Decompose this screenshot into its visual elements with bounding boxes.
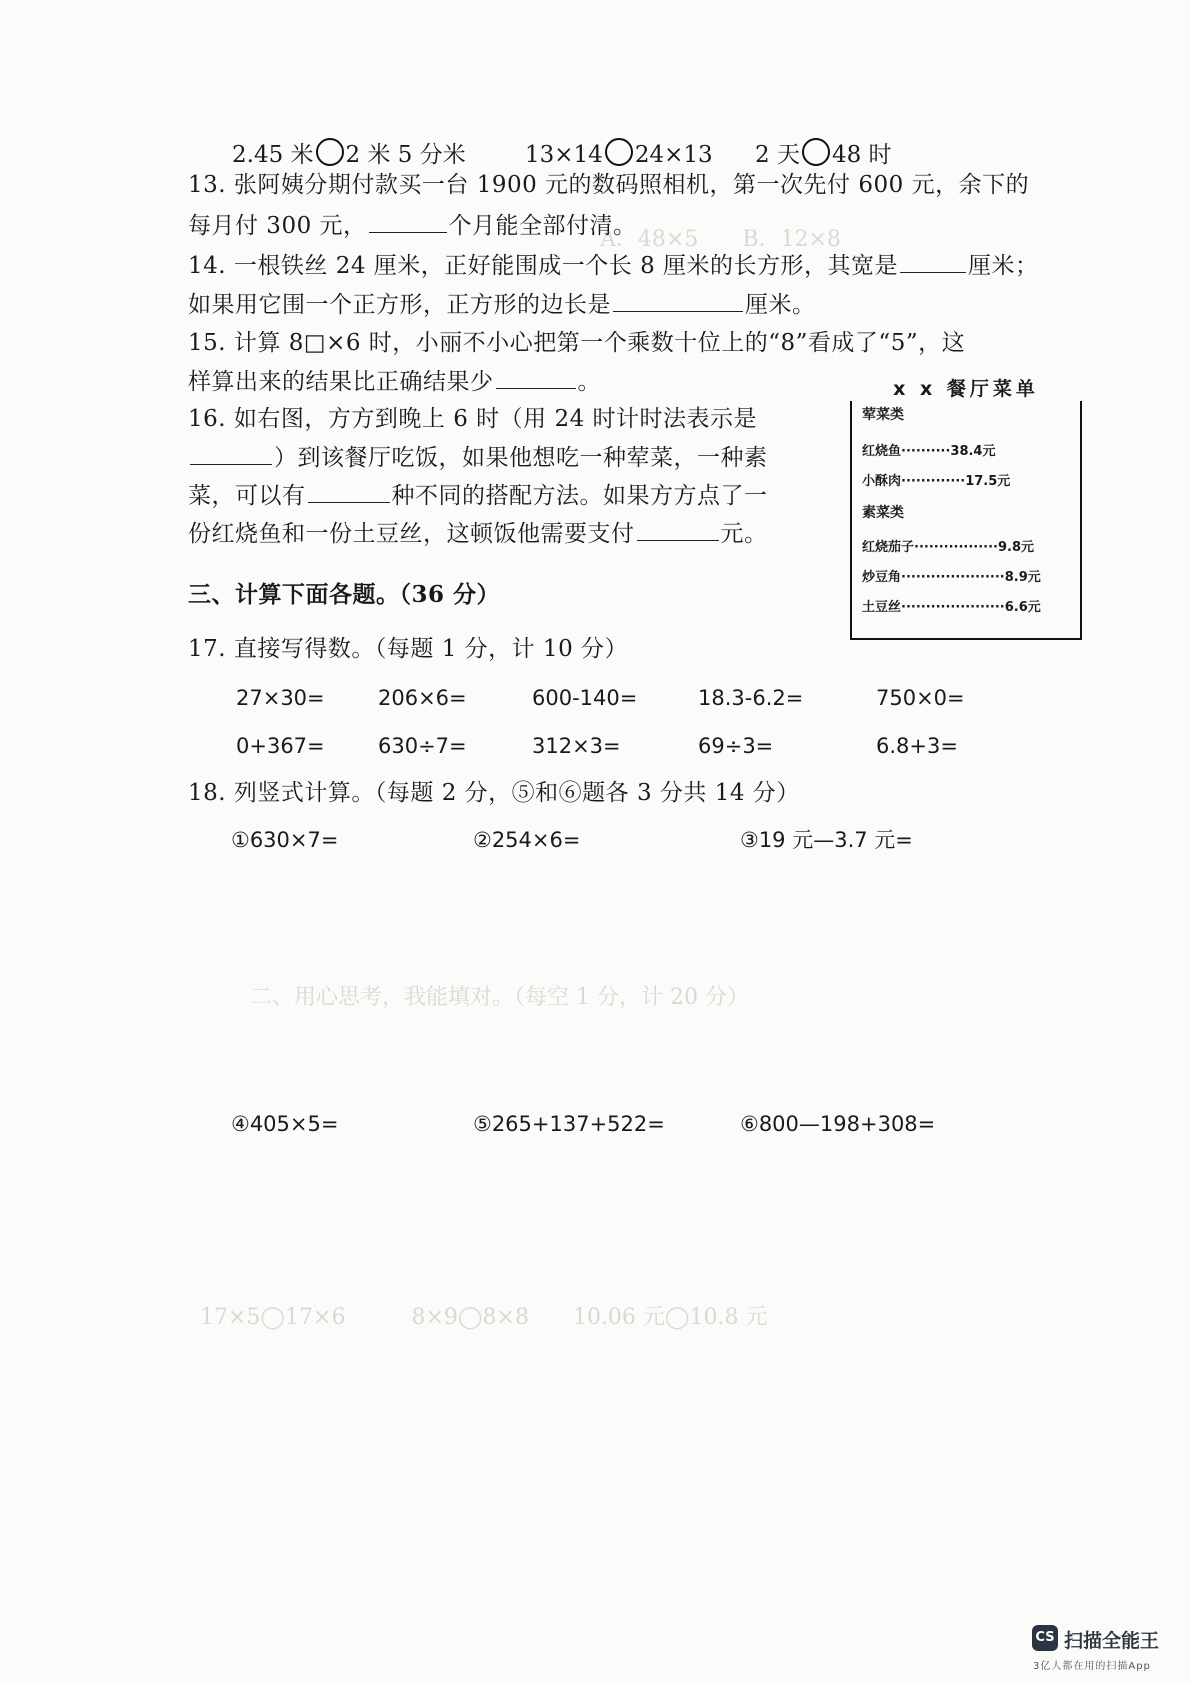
menu-item: 红烧茄子·················9.8元 <box>862 540 1035 555</box>
comparison-3 <box>755 138 892 170</box>
comparison-right: 24×13 <box>634 142 713 168</box>
menu-category-veg: 素菜类 <box>862 505 904 521</box>
menu-category-meat: 荤菜类 <box>862 407 904 423</box>
calc-item: 18.3-6.2= <box>698 686 804 710</box>
watermark-name: 扫描全能王 <box>1064 1630 1160 1652</box>
answer-blank[interactable] <box>637 518 719 541</box>
menu-title: x x 餐厅菜单 <box>850 374 1082 401</box>
answer-blank[interactable] <box>308 480 390 503</box>
q16-line-1: 16. 如右图，方方到晚上 6 时（用 24 时计时法表示是 <box>188 406 758 432</box>
comparison-circle[interactable] <box>802 138 830 166</box>
show-through-text: A．48×5 B．12×8 <box>600 227 841 252</box>
calc-item: 312×3= <box>532 734 621 758</box>
vertical-calc-item: ④405×5= <box>231 1112 339 1136</box>
calc-item: 6.8+3= <box>876 734 958 758</box>
comparison-circle[interactable] <box>316 138 344 166</box>
q13-line-2: 每月付 300 元， 个月能全部付清。 <box>188 210 637 241</box>
answer-blank[interactable] <box>900 250 966 273</box>
calc-item: 0+367= <box>236 734 325 758</box>
calc-item: 630÷7= <box>378 734 467 758</box>
comparison-1 <box>232 138 466 170</box>
q16-line-3: 菜，可以有 种不同的搭配方法。如果方方点了一 <box>188 480 768 511</box>
q18-title: 18. 列竖式计算。（每题 2 分，⑤和⑥题各 3 分共 14 分） <box>188 780 800 806</box>
vertical-calc-item: ③19 元—3.7 元= <box>740 828 913 852</box>
watermark-tagline: 3亿人都在用的扫描App <box>1033 1661 1151 1672</box>
calc-item: 27×30= <box>236 686 325 710</box>
q15-line-1: 15. 计算 8□×6 时，小丽不小心把第一个乘数十位上的“8”看成了“5”，这 <box>188 330 966 356</box>
q14-line-2: 如果用它围一个正方形，正方形的边长是 厘米。 <box>188 289 816 320</box>
comparison-2 <box>525 138 713 170</box>
q14-line-1: 14. 一根铁丝 24 厘米，正好能围成一个长 8 厘米的长方形，其宽是 厘米； <box>188 250 1039 281</box>
answer-blank[interactable] <box>613 289 743 312</box>
menu-item: 红烧鱼··········38.4元 <box>862 444 996 459</box>
comparison-left: 2.45 米 <box>232 142 314 168</box>
q13-line-1: 13. 张阿姨分期付款买一台 1900 元的数码照相机，第一次先付 600 元，余下的 <box>188 172 1030 198</box>
section-title: 三、计算下面各题。（36 分） <box>188 581 501 608</box>
vertical-calc-item: ⑥800—198+308= <box>740 1112 936 1136</box>
camscanner-logo-icon: CS <box>1032 1625 1058 1651</box>
vertical-calc-item: ②254×6= <box>473 828 581 852</box>
q16-line-4: 份红烧鱼和一份土豆丝，这顿饭他需要支付 元。 <box>188 518 768 549</box>
show-through-text: 17×5◯17×6 8×9◯8×8 10.06 元◯10.8 元 <box>200 1305 768 1330</box>
comparison-right: 48 时 <box>831 142 892 168</box>
q15-line-2: 样算出来的结果比正确结果少 。 <box>188 366 601 397</box>
comparison-circle[interactable] <box>605 138 633 166</box>
calc-item: 750×0= <box>876 686 965 710</box>
answer-blank[interactable] <box>369 210 447 233</box>
answer-blank[interactable] <box>190 442 272 465</box>
restaurant-menu <box>850 388 1082 640</box>
calc-item: 600-140= <box>532 686 638 710</box>
menu-item: 炒豆角·····················8.9元 <box>862 570 1041 585</box>
comparison-left: 13×14 <box>525 142 603 168</box>
q16-line-2: ）到该餐厅吃饭，如果他想吃一种荤菜，一种素 <box>188 442 768 473</box>
comparison-left: 2 天 <box>755 142 800 168</box>
show-through-text: 二、用心思考，我能填对。（每空 1 分，计 20 分） <box>250 985 749 1010</box>
vertical-calc-item: ⑤265+137+522= <box>473 1112 665 1136</box>
calc-item: 69÷3= <box>698 734 774 758</box>
menu-item: 小酥肉·············17.5元 <box>862 474 1011 489</box>
comparison-right: 2 米 5 分米 <box>345 142 466 168</box>
vertical-calc-item: ①630×7= <box>231 828 339 852</box>
q17-title: 17. 直接写得数。（每题 1 分，计 10 分） <box>188 636 629 662</box>
answer-blank[interactable] <box>496 366 576 389</box>
menu-item: 土豆丝·····················6.6元 <box>862 600 1041 615</box>
calc-item: 206×6= <box>378 686 467 710</box>
